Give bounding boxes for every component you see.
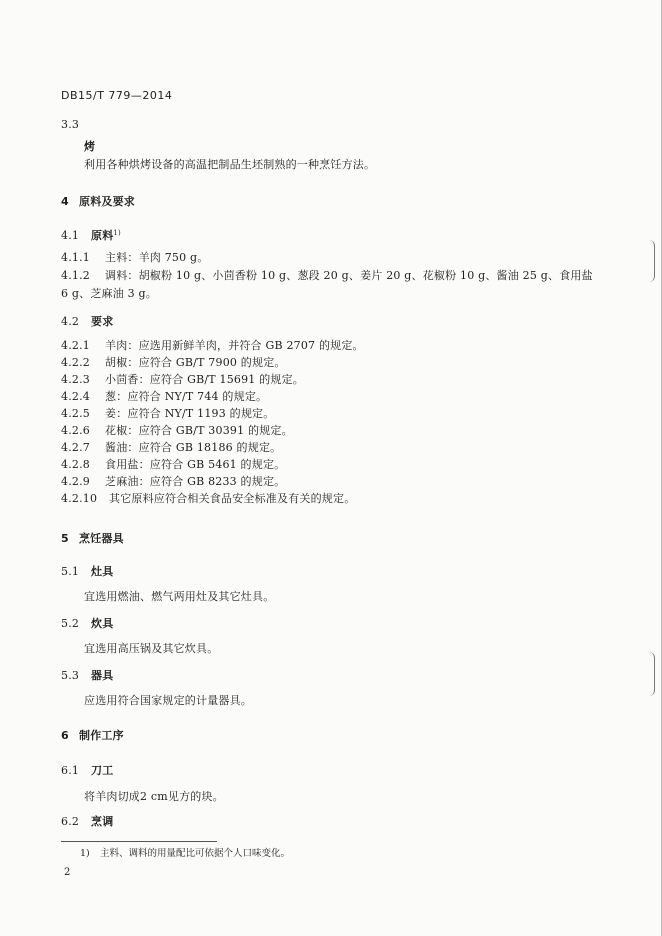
section-5-1-text: 宜选用燃油、燃气两用灶及其它灶具。 [84, 590, 275, 603]
clause-text: 羊肉：应选用新鲜羊肉，并符合 GB 2707 的规定。 [105, 339, 364, 352]
section-title: 烹饪器具 [79, 532, 124, 545]
section-number: 4.2 [61, 315, 80, 328]
section-number: 6.2 [61, 815, 80, 828]
section-6-heading [61, 729, 124, 743]
clause-text: 食用盐：应符合 GB 5461 的规定。 [105, 458, 286, 471]
clause-4-2-10 [61, 492, 355, 506]
section-5-heading [61, 532, 124, 546]
section-title: 要求 [91, 315, 114, 328]
document-code: DB15/T 779—2014 [61, 89, 173, 102]
section-5-3-heading [61, 669, 113, 683]
clause-number: 4.1.2 [61, 269, 90, 282]
section-5-2-heading [61, 617, 113, 631]
clause-number: 4.2.4 [61, 390, 90, 403]
clause-4-2-2 [61, 356, 286, 370]
section-number: 6.1 [61, 764, 80, 777]
footnote-reference: 1) [113, 229, 121, 237]
clause-number: 4.2.2 [61, 356, 90, 369]
clause-4-2-1 [61, 339, 364, 353]
section-number: 5.2 [61, 617, 80, 630]
clause-text: 酱油：应符合 GB 18186 的规定。 [105, 441, 282, 454]
clause-number: 4.2.1 [61, 339, 90, 352]
clause-text: 花椒：应符合 GB/T 30391 的规定。 [105, 424, 293, 437]
section-6-2-heading [61, 815, 113, 829]
section-5-3-text: 应选用符合国家规定的计量器具。 [84, 694, 252, 707]
section-number: 5 [61, 532, 69, 545]
section-5-2-text: 宜选用高压锅及其它炊具。 [84, 642, 219, 655]
section-3-3-term: 烤 [84, 140, 96, 153]
clause-4-2-5 [61, 407, 274, 421]
clause-4-1-2 [61, 269, 593, 283]
section-title: 刀工 [91, 764, 114, 777]
clause-number: 4.2.10 [61, 492, 98, 505]
section-title: 原料及要求 [79, 195, 135, 208]
clause-4-2-3 [61, 373, 304, 387]
clause-number: 4.2.3 [61, 373, 90, 386]
section-title: 炊具 [91, 617, 114, 630]
clause-4-2-8 [61, 458, 285, 472]
section-6-1-text: 将羊肉切成2 cm见方的块。 [84, 790, 224, 803]
clause-text: 姜：应符合 NY/T 1193 的规定。 [105, 407, 275, 420]
footnote-text: 主料、调料的用量配比可依据个人口味变化。 [100, 848, 291, 859]
clause-text: 胡椒：应符合 GB/T 7900 的规定。 [105, 356, 286, 369]
section-number: 4.1 [61, 229, 80, 242]
section-number: 6 [61, 729, 69, 742]
section-number: 5.3 [61, 669, 80, 682]
clause-text: 调料：胡椒粉 10 g、小茴香粉 10 g、葱段 20 g、姜片 20 g、花椒粉 10 g、酱油 25 g、食用盐 [105, 269, 593, 282]
section-title: 烹调 [91, 815, 114, 828]
section-title: 制作工序 [79, 729, 124, 742]
clause-number: 4.2.5 [61, 407, 90, 420]
clause-number: 4.2.8 [61, 458, 90, 471]
section-4-1-heading [61, 226, 121, 243]
section-4-heading [61, 195, 135, 209]
clause-text: 其它原料应符合相关食品安全标准及有关的规定。 [109, 492, 356, 505]
clause-text: 小茴香：应符合 GB/T 15691 的规定。 [105, 373, 304, 386]
clause-4-2-4 [61, 390, 267, 404]
clause-4-2-9 [61, 475, 285, 489]
clause-4-2-7 [61, 441, 281, 455]
clause-text: 芝麻油：应符合 GB 8233 的规定。 [105, 475, 286, 488]
clause-number: 4.2.7 [61, 441, 90, 454]
clause-4-1-1 [61, 251, 208, 265]
scan-binding-mark [648, 652, 655, 696]
section-5-1-heading [61, 565, 113, 579]
clause-number: 4.2.6 [61, 424, 90, 437]
footnote-mark: 1) [80, 848, 90, 859]
section-title: 灶具 [91, 565, 114, 578]
section-3-3-definition: 利用各种烘烤设备的高温把制品生坯制熟的一种烹饪方法。 [84, 158, 376, 171]
section-3-3-number: 3.3 [61, 118, 80, 131]
footnote [80, 848, 290, 860]
section-4-2-heading [61, 315, 113, 329]
scan-binding-mark [648, 240, 655, 282]
section-title: 原料 [91, 229, 114, 242]
section-title: 器具 [91, 669, 114, 682]
section-number: 4 [61, 195, 69, 208]
clause-text: 葱：应符合 NY/T 744 的规定。 [105, 390, 268, 403]
footnote-rule [61, 841, 217, 842]
clause-4-1-2-continuation: 6 g、芝麻油 3 g。 [61, 287, 157, 300]
section-number: 5.1 [61, 565, 80, 578]
page-number: 2 [64, 867, 71, 878]
clause-number: 4.2.9 [61, 475, 90, 488]
clause-number: 4.1.1 [61, 251, 90, 264]
section-6-1-heading [61, 764, 113, 778]
clause-4-2-6 [61, 424, 293, 438]
clause-text: 主料：羊肉 750 g。 [105, 251, 209, 264]
